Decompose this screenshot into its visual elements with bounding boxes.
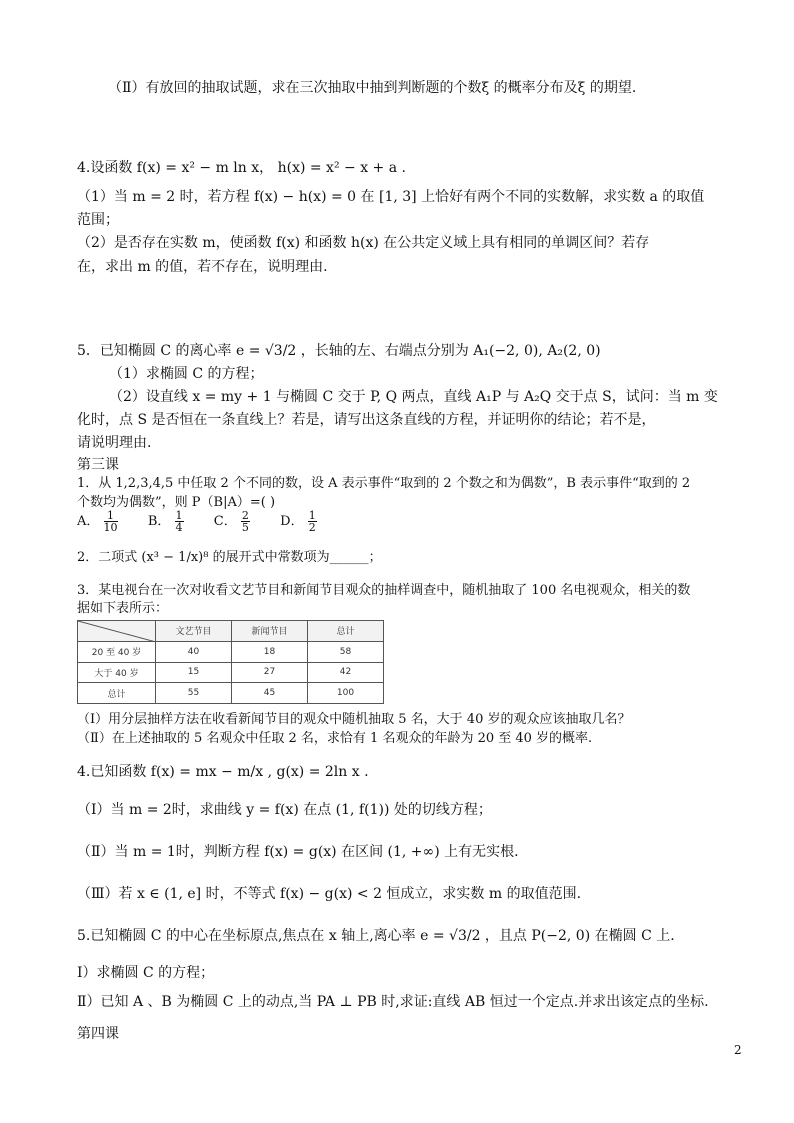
table-header-cell: 文艺节目 [156,621,232,642]
choice-c-fraction [241,510,250,533]
text-line: 范围； [77,212,119,228]
table-cell: 27 [232,662,308,683]
denominator: 4 [175,521,183,534]
data-table [77,620,384,704]
table-header-cell: 新闻节目 [232,621,308,642]
choice-c-label: C． [213,514,237,529]
text-line: （Ⅰ）用分层抽样方法在收看新闻节目的观众中随机抽取 5 名，大于 40 岁的观众应该抽取几名？ [77,712,631,727]
choice-a-label: A． [77,514,100,529]
numerator: 1 [175,509,183,522]
table-cell: 100 [308,683,384,704]
table-header-cell: 总计 [308,621,384,642]
numerator: 1 [104,510,118,522]
text-line: （Ⅱ）当 m = 1时，判断方程 f(x) = g(x) 在区间 (1, +∞) 上有无实根. [77,844,519,860]
section-heading: 第四课 [77,1026,119,1042]
diagonal-line [78,621,156,642]
text-line: （Ⅲ）若 x ∈ (1, e] 时，不等式 f(x) − g(x) < 2 恒成立，求实数 m 的取值范围. [77,886,582,902]
choice-b-label: B． [147,514,171,529]
table-cell: 42 [308,662,384,683]
table-cell: 55 [156,683,232,704]
denominator: 2 [308,521,316,534]
text-line: （Ⅰ）当 m = 2时，求曲线 y = f(x) 在点 (1, f(1)) 处的切线方程； [77,802,492,818]
text-line: 据如下表所示： [77,601,169,616]
table-corner-cell [78,621,156,642]
table-cell: 18 [232,641,308,662]
data-table-image [77,620,383,704]
table-cell: 15 [156,662,232,683]
denominator: 5 [241,521,249,534]
text-line: 个数均为偶数”，则 P（B|A）=( ) [77,495,276,510]
table-header-row [78,621,384,642]
numerator: 2 [241,509,249,522]
text-line: （2）是否存在实数 m，使函数 f(x) 和函数 h(x) 在公共定义域上具有相同的单调区间？若存 [77,235,650,251]
choice-a-fraction [104,510,118,533]
table-row [78,641,384,662]
choice-d-fraction [308,510,317,533]
problem-4-title: 4.设函数 f(x) = x² − m ln x， h(x) = x² − x + a . [77,160,406,176]
text-line: Ⅱ）已知 A 、B 为椭圆 C 上的动点,当 PA ⊥ PB 时,求证:直线 AB 恒过一个定点.并求出该定点的坐标. [77,994,709,1010]
table-cell: 58 [308,641,384,662]
table-row-label: 大于 40 岁 [78,662,156,683]
text-line: Ⅰ）求椭圆 C 的方程； [77,965,215,981]
text-line: 3．某电视台在一次对收看文艺节目和新闻节目观众的抽样调查中，随机抽取了 100 名电视观众，相关的数 [77,583,691,598]
page-number: 2 [734,1043,742,1057]
table-row [78,683,384,704]
table-row-label: 总计 [78,683,156,704]
problem-5b-title: 5.已知椭圆 C 的中心在坐标原点,焦点在 x 轴上,离心率 e = √3/2 ，且点 P(−2, 0) 在椭圆 C 上. [77,928,675,944]
text-line: （2）设直线 x = my + 1 与椭圆 C 交于 P, Q 两点，直线 A₁P 与 A₂Q 交于点 S，试问：当 m 变 [109,389,718,405]
numerator: 1 [308,509,316,522]
text-line: 2．二项式 (x³ − 1/x)⁸ 的展开式中常数项为______； [77,550,382,565]
table-cell: 40 [156,641,232,662]
table-cell: 45 [232,683,308,704]
text-line: （Ⅱ）在上述抽取的 5 名观众中任取 2 名，求恰有 1 名观众的年龄为 20 至 40 岁的概率. [77,731,593,746]
text-line: 1．从 1,2,3,4,5 中任取 2 个不同的数，设 A 表示事件“取到的 2 个数之和为偶数”，B 表示事件“取到的 2 [77,476,691,491]
answer-choices [77,510,317,533]
text-line: 在，求出 m 的值，若不存在，说明理由. [77,259,328,275]
problem-4b-title: 4.已知函数 f(x) = mx − m/x , g(x) = 2ln x . [77,764,369,780]
text-line: 请说明理由. [77,435,152,451]
text-line: （Ⅱ）有放回的抽取试题，求在三次抽取中抽到判断题的个数ξ 的概率分布及ξ 的期望. [108,80,637,96]
text-line: （1）求椭圆 C 的方程； [109,366,264,382]
problem-5-title: 5．已知椭圆 C 的离心率 e = √3/2 ，长轴的左、右端点分别为 A₁(−2, 0), A₂(2, 0) [77,343,601,359]
choice-d-label: D． [280,514,304,529]
table-row [78,662,384,683]
text-line: （1）当 m = 2 时，若方程 f(x) − h(x) = 0 在 [1, 3] 上恰好有两个不同的实数解，求实数 a 的取值 [77,189,705,205]
choice-b-fraction [175,510,184,533]
table-row-label: 20 至 40 岁 [78,641,156,662]
section-heading: 第三课 [77,457,119,473]
text-line: 化时，点 S 是否恒在一条直线上？若是，请写出这条直线的方程，并证明你的结论；若不是， [77,412,656,428]
denominator: 10 [103,521,118,534]
